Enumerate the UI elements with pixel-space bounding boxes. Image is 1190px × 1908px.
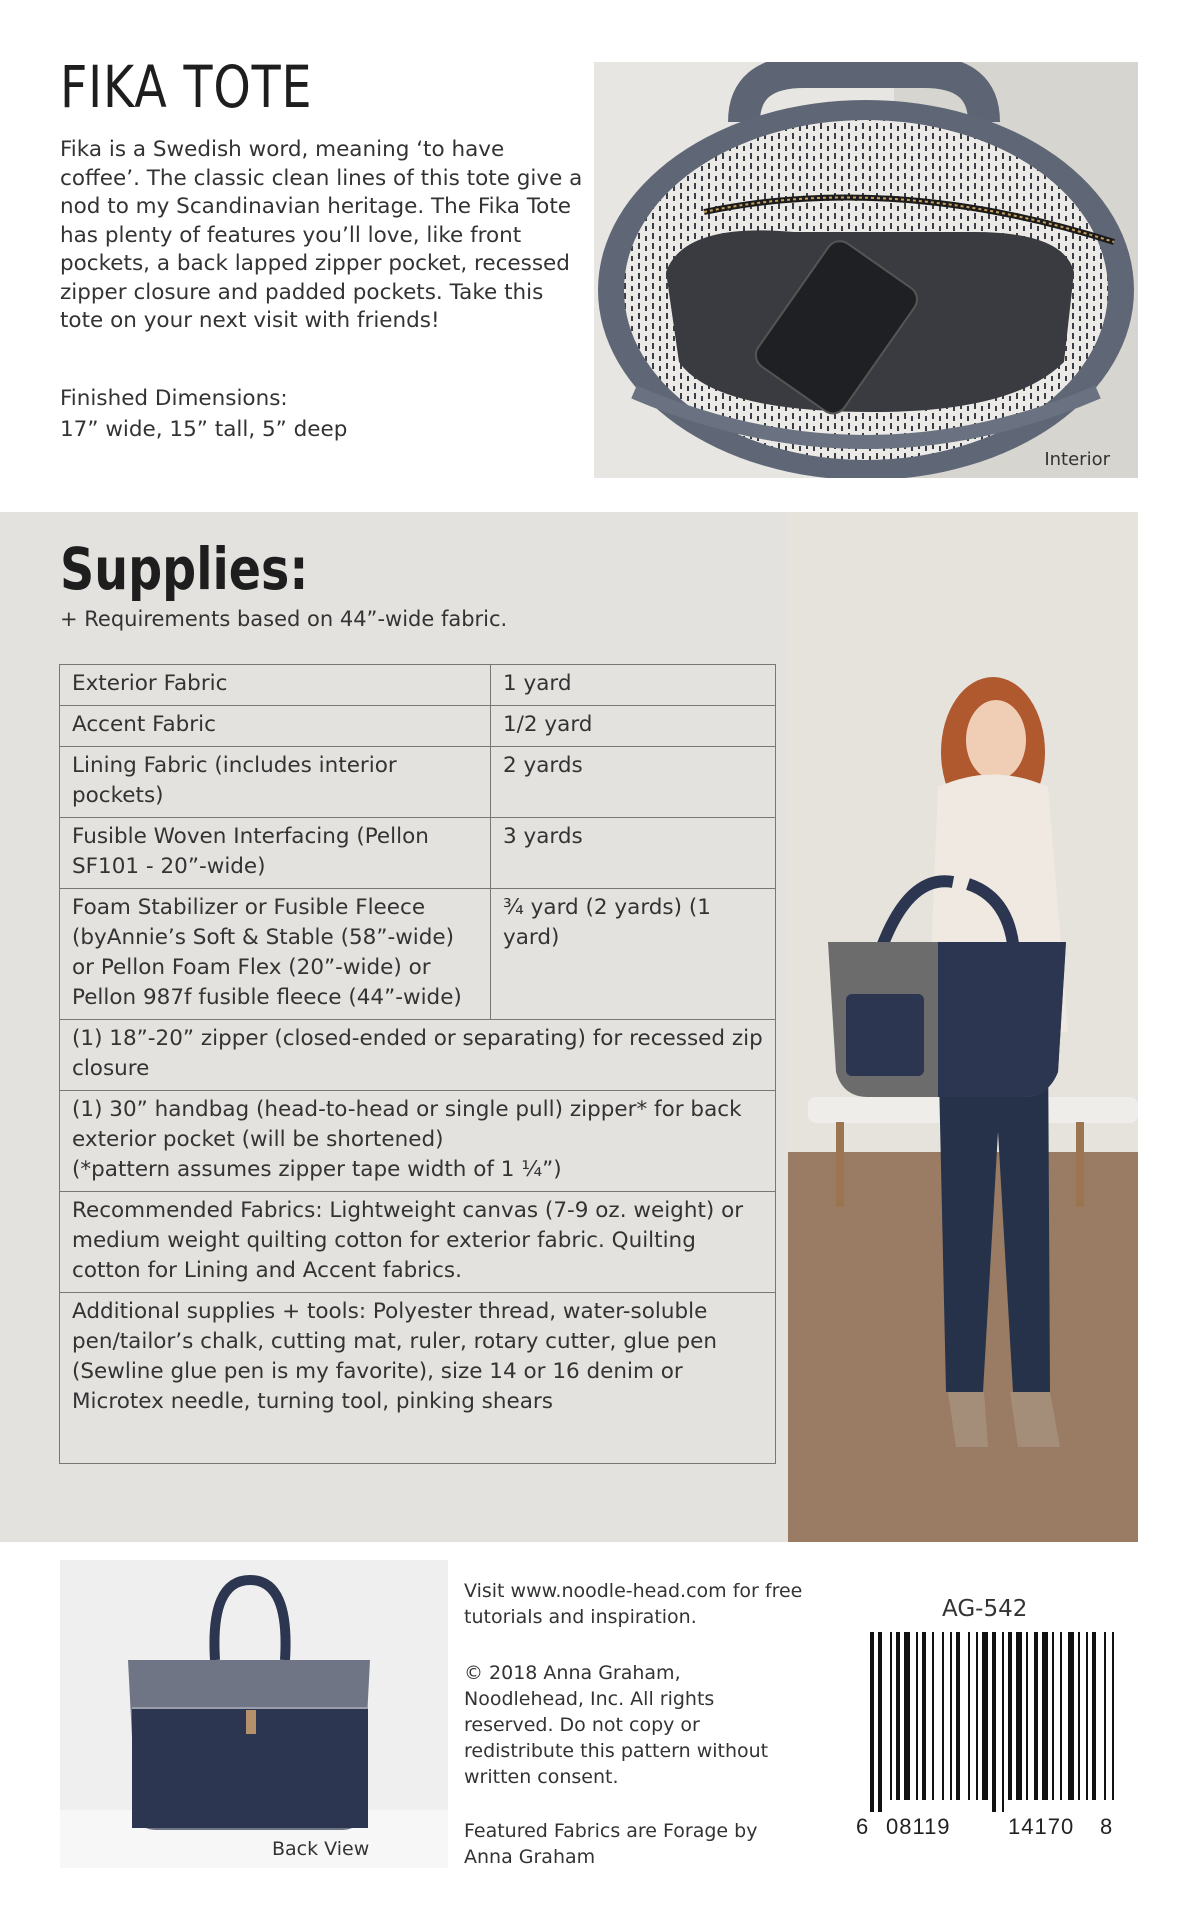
barcode-bar <box>1008 1632 1012 1800</box>
dimensions-value: 17” wide, 15” tall, 5” deep <box>60 417 348 442</box>
dimensions-label: Finished Dimensions: <box>60 386 288 411</box>
barcode-bar <box>950 1632 952 1800</box>
table-row <box>60 1293 776 1464</box>
barcode-bar <box>1092 1632 1096 1800</box>
barcode-bar <box>982 1632 988 1800</box>
barcode-digit-last: 8 <box>1100 1814 1113 1839</box>
table-row <box>60 1091 776 1192</box>
table-row <box>60 665 776 706</box>
supply-item: Accent Fabric <box>60 706 491 747</box>
barcode-digit-first: 6 <box>856 1814 869 1839</box>
barcode-bar <box>1078 1632 1080 1800</box>
model-photo <box>788 512 1138 1542</box>
barcode-bars <box>856 1632 1114 1812</box>
barcode <box>856 1632 1114 1844</box>
barcode-bar <box>1026 1632 1028 1800</box>
interior-caption: Interior <box>1044 449 1110 470</box>
table-row <box>60 889 776 1020</box>
table-row <box>60 747 776 818</box>
table-row <box>60 1192 776 1293</box>
barcode-bar <box>1086 1632 1088 1800</box>
supply-amount: 2 yards <box>491 747 776 818</box>
barcode-bar <box>942 1632 944 1800</box>
table-row <box>60 818 776 889</box>
interior-photo <box>594 62 1138 478</box>
intro-paragraph: Fika is a Swedish word, meaning ‘to have coffee’. The classic clean lines of this tote give a nod to my Scandinavian heritage. The Fika Tote has plenty of features you’ll love, like front pockets, a back lapped zipper pocket, recessed zipper closure and padded pockets. Take this tote on your next visit with friends! <box>60 137 583 333</box>
supply-full-row: (1) 18”-20” zipper (closed-ended or separating) for recessed zip closure <box>60 1020 776 1091</box>
supply-item: Exterior Fabric <box>60 665 491 706</box>
barcode-bar <box>956 1632 960 1800</box>
barcode-bar <box>904 1632 910 1800</box>
supply-full-row: Additional supplies + tools: Polyester thread, water-soluble pen/tailor’s chalk, cutting mat, ruler, rotary cutter, glue pen (Sewline glue pen is my favorite), size 14 or 16 denim or Microtex needle, turning tool, pinking shears <box>60 1293 776 1464</box>
barcode-bar <box>1104 1632 1106 1800</box>
barcode-bar <box>916 1632 918 1800</box>
supply-amount: 1/2 yard <box>491 706 776 747</box>
supply-full-row: (1) 30” handbag (head-to-head or single pull) zipper* for back exterior pocket (will be shortened) (*pattern assumes zipper tape width of 1 ¼”) <box>60 1091 776 1192</box>
supply-item: Lining Fabric (includes interior pockets) <box>60 747 491 818</box>
barcode-bar <box>922 1632 926 1800</box>
barcode-bar <box>1016 1632 1022 1800</box>
supplies-note: + Requirements based on 44”-wide fabric. <box>60 607 508 631</box>
pattern-sku: AG-542 <box>942 1596 1028 1622</box>
barcode-bar <box>968 1632 970 1800</box>
barcode-bar <box>896 1632 900 1800</box>
featured-fabrics-text: Featured Fabrics are Forage by Anna Graham <box>464 1820 758 1868</box>
barcode-bar <box>1052 1632 1054 1800</box>
supplies-table <box>59 664 776 1464</box>
barcode-bar <box>890 1632 892 1800</box>
supplies-heading: Supplies: <box>60 535 309 603</box>
visit-text: Visit www.noodle-head.com for free tutorials and inspiration. <box>464 1580 803 1628</box>
barcode-bar <box>1042 1632 1048 1800</box>
table-row <box>60 706 776 747</box>
barcode-bar <box>870 1632 874 1812</box>
barcode-bar <box>932 1632 934 1800</box>
barcode-bar <box>1112 1632 1114 1800</box>
barcode-bar <box>1068 1632 1074 1800</box>
tote-back-illustration <box>60 1560 448 1868</box>
supply-item: Fusible Woven Interfacing (Pellon SF101 - 20”-wide) <box>60 818 491 889</box>
barcode-bar <box>992 1632 996 1812</box>
barcode-bar <box>1002 1632 1004 1812</box>
supply-full-row: Recommended Fabrics: Lightweight canvas (7-9 oz. weight) or medium weight quilting cotton for exterior fabric. Quilting cotton for Lining and Accent fabrics. <box>60 1192 776 1293</box>
supply-amount: ¾ yard (2 yards) (1 yard) <box>491 889 776 1020</box>
barcode-bar <box>976 1632 978 1800</box>
barcode-bar <box>1060 1632 1062 1800</box>
barcode-bar <box>1034 1632 1038 1800</box>
page-title: FIKA TOTE <box>60 53 313 121</box>
barcode-digits-right: 14170 <box>1008 1814 1075 1839</box>
model-with-tote-illustration <box>788 512 1138 1542</box>
table-row <box>60 1020 776 1091</box>
supply-amount: 3 yards <box>491 818 776 889</box>
barcode-digits-left: 08119 <box>886 1814 951 1839</box>
supply-amount: 1 yard <box>491 665 776 706</box>
copyright-text: © 2018 Anna Graham, Noodlehead, Inc. All rights reserved. Do not copy or redistribute this pattern without written consent. <box>464 1662 769 1788</box>
back-view-photo <box>60 1560 448 1868</box>
barcode-bar <box>878 1632 882 1812</box>
back-view-caption: Back View <box>272 1838 370 1860</box>
supply-item: Foam Stabilizer or Fusible Fleece (byAnnie’s Soft & Stable (58”-wide) or Pellon Foam Flex (20”-wide) or Pellon 987f fusible fleece (44”-wide) <box>60 889 491 1020</box>
bag-interior-illustration <box>594 62 1138 478</box>
